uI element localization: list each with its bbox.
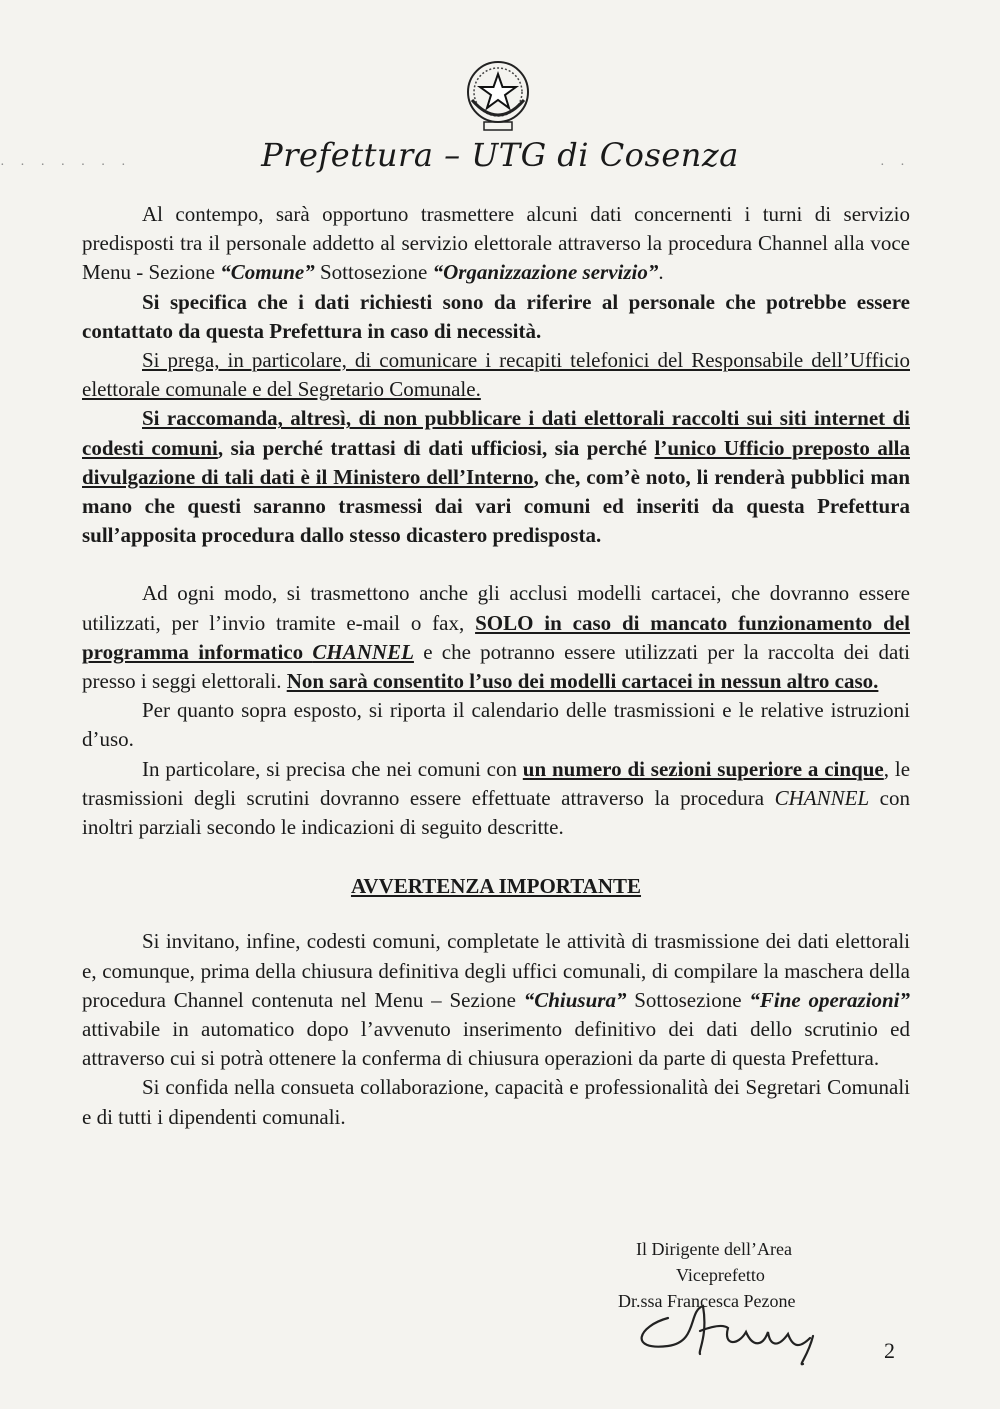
p4-text-a: Si raccomanda, altresì, di non pubblicare i dati elettorali raccolti sui siti internet di codesti comuni bbox=[82, 406, 910, 460]
p1-comune: “Comune” bbox=[220, 260, 315, 285]
paragraph-1 bbox=[82, 200, 910, 288]
p8-text-a: Si invitano, infine, codesti comuni, completate le attività di trasmissione dei dati elettorali e, comunque, prima della chiusura definitiva degli uffici comunali, di compilare la maschera della procedura Channel contenuta nel Menu – Sezione bbox=[82, 929, 910, 1012]
document-body bbox=[82, 200, 910, 1132]
section-heading: AVVERTENZA IMPORTANTE bbox=[350, 874, 642, 899]
paragraph-5 bbox=[82, 579, 910, 696]
paragraph-2: Si specifica che i dati richiesti sono da riferire al personale che potrebbe essere contattato da questa Prefettura in caso di necessità. bbox=[82, 289, 910, 343]
scan-artifact-dots-right: · · bbox=[880, 158, 911, 173]
paragraph-4 bbox=[82, 404, 910, 550]
p5-text-b: SOLO in caso di mancato funzionamento del programma informatico bbox=[82, 610, 910, 664]
p8-fine-operazioni: “Fine operazioni” bbox=[749, 987, 911, 1012]
signature-line-2: Viceprefetto bbox=[676, 1265, 765, 1285]
p7-channel: CHANNEL bbox=[774, 785, 870, 810]
paragraph-6: Per quanto sopra esposto, si riporta il calendario delle trasmissioni e le relative istruzioni d’uso. bbox=[82, 698, 910, 752]
p7-text-b: un numero di sezioni superiore a cinque bbox=[522, 756, 884, 781]
p5-text-e: Non sarà consentito l’uso dei modelli cartacei in nessun altro caso. bbox=[286, 669, 879, 694]
p1-text-a: Al contempo, sarà opportuno trasmettere alcuni dati concernenti i turni di servizio predisposti tra il personale addetto al servizio elettorale attraverso la procedura Channel alla voce Menu - Sezione bbox=[82, 202, 910, 285]
italian-republic-emblem bbox=[462, 56, 534, 136]
p1-text-e: . bbox=[658, 260, 664, 285]
signature-line-1: Il Dirigente dell’Area bbox=[636, 1239, 792, 1259]
paragraph-7 bbox=[82, 755, 910, 843]
scan-artifact-dots-left: · · · · · · · bbox=[0, 158, 132, 173]
paragraph-8 bbox=[82, 927, 910, 1073]
p7-text-c: , le trasmissioni degli scrutini dovranno essere effettuate attraverso la procedura bbox=[82, 756, 911, 810]
p4-text-d: , che, com’è noto, li renderà pubblici man mano che questi saranno trasmessi dai vari comuni ed inseriti da questa Prefettura sull’apposita procedura dallo stesso dicastero predisposta. bbox=[82, 464, 911, 548]
p5-text-a: Ad ogni modo, si trasmettono anche gli acclusi modelli cartacei, che dovranno essere utilizzati, per l’invio tramite e-mail o fax, bbox=[82, 581, 910, 635]
p8-chiusura: “Chiusura” bbox=[523, 987, 627, 1012]
p1-organizzazione: “Organizzazione servizio” bbox=[432, 260, 659, 285]
document-header: Prefettura – UTG di Cosenza bbox=[261, 136, 739, 174]
p7-text-e: con inoltri parziali secondo le indicazioni di seguito descritte. bbox=[82, 785, 911, 840]
paragraph-9: Si confida nella consueta collaborazione, capacità e professionalità dei Segretari Comunali e di tutti i dipendenti comunali. bbox=[82, 1075, 910, 1129]
p5-channel: CHANNEL bbox=[312, 639, 414, 664]
spacer bbox=[82, 550, 910, 579]
p8-text-c: Sottosezione bbox=[626, 987, 750, 1012]
page-number: 2 bbox=[884, 1338, 895, 1363]
p8-text-e: attivabile in automatico dopo l’avvenuto inserimento definitivo dei dati dello scrutinio ed attraverso cui si potrà ottenere la conferma di chiusura operazioni da parte di questa Prefettura. bbox=[82, 1017, 910, 1071]
p4-text-b: , sia perché trattasi di dati ufficiosi, sia perché bbox=[217, 435, 655, 460]
signature-line-3: Dr.ssa Francesca Pezone bbox=[618, 1291, 796, 1311]
p7-text-a: In particolare, si precisa che nei comuni con bbox=[142, 756, 523, 781]
paragraph-3: Si prega, in particolare, di comunicare i recapiti telefonici del Responsabile dell’Ufficio elettorale comunale e del Segretario Comunale. bbox=[82, 348, 910, 402]
p1-text-c: Sottosezione bbox=[314, 260, 433, 285]
p4-text-c: l’unico Ufficio preposto alla divulgazione di tali dati è il Ministero dell’Interno bbox=[82, 435, 910, 489]
handwritten-signature bbox=[628, 1296, 828, 1366]
p5-text-d: e che potranno essere utilizzati per la raccolta dei dati presso i seggi elettorali. bbox=[82, 639, 910, 694]
